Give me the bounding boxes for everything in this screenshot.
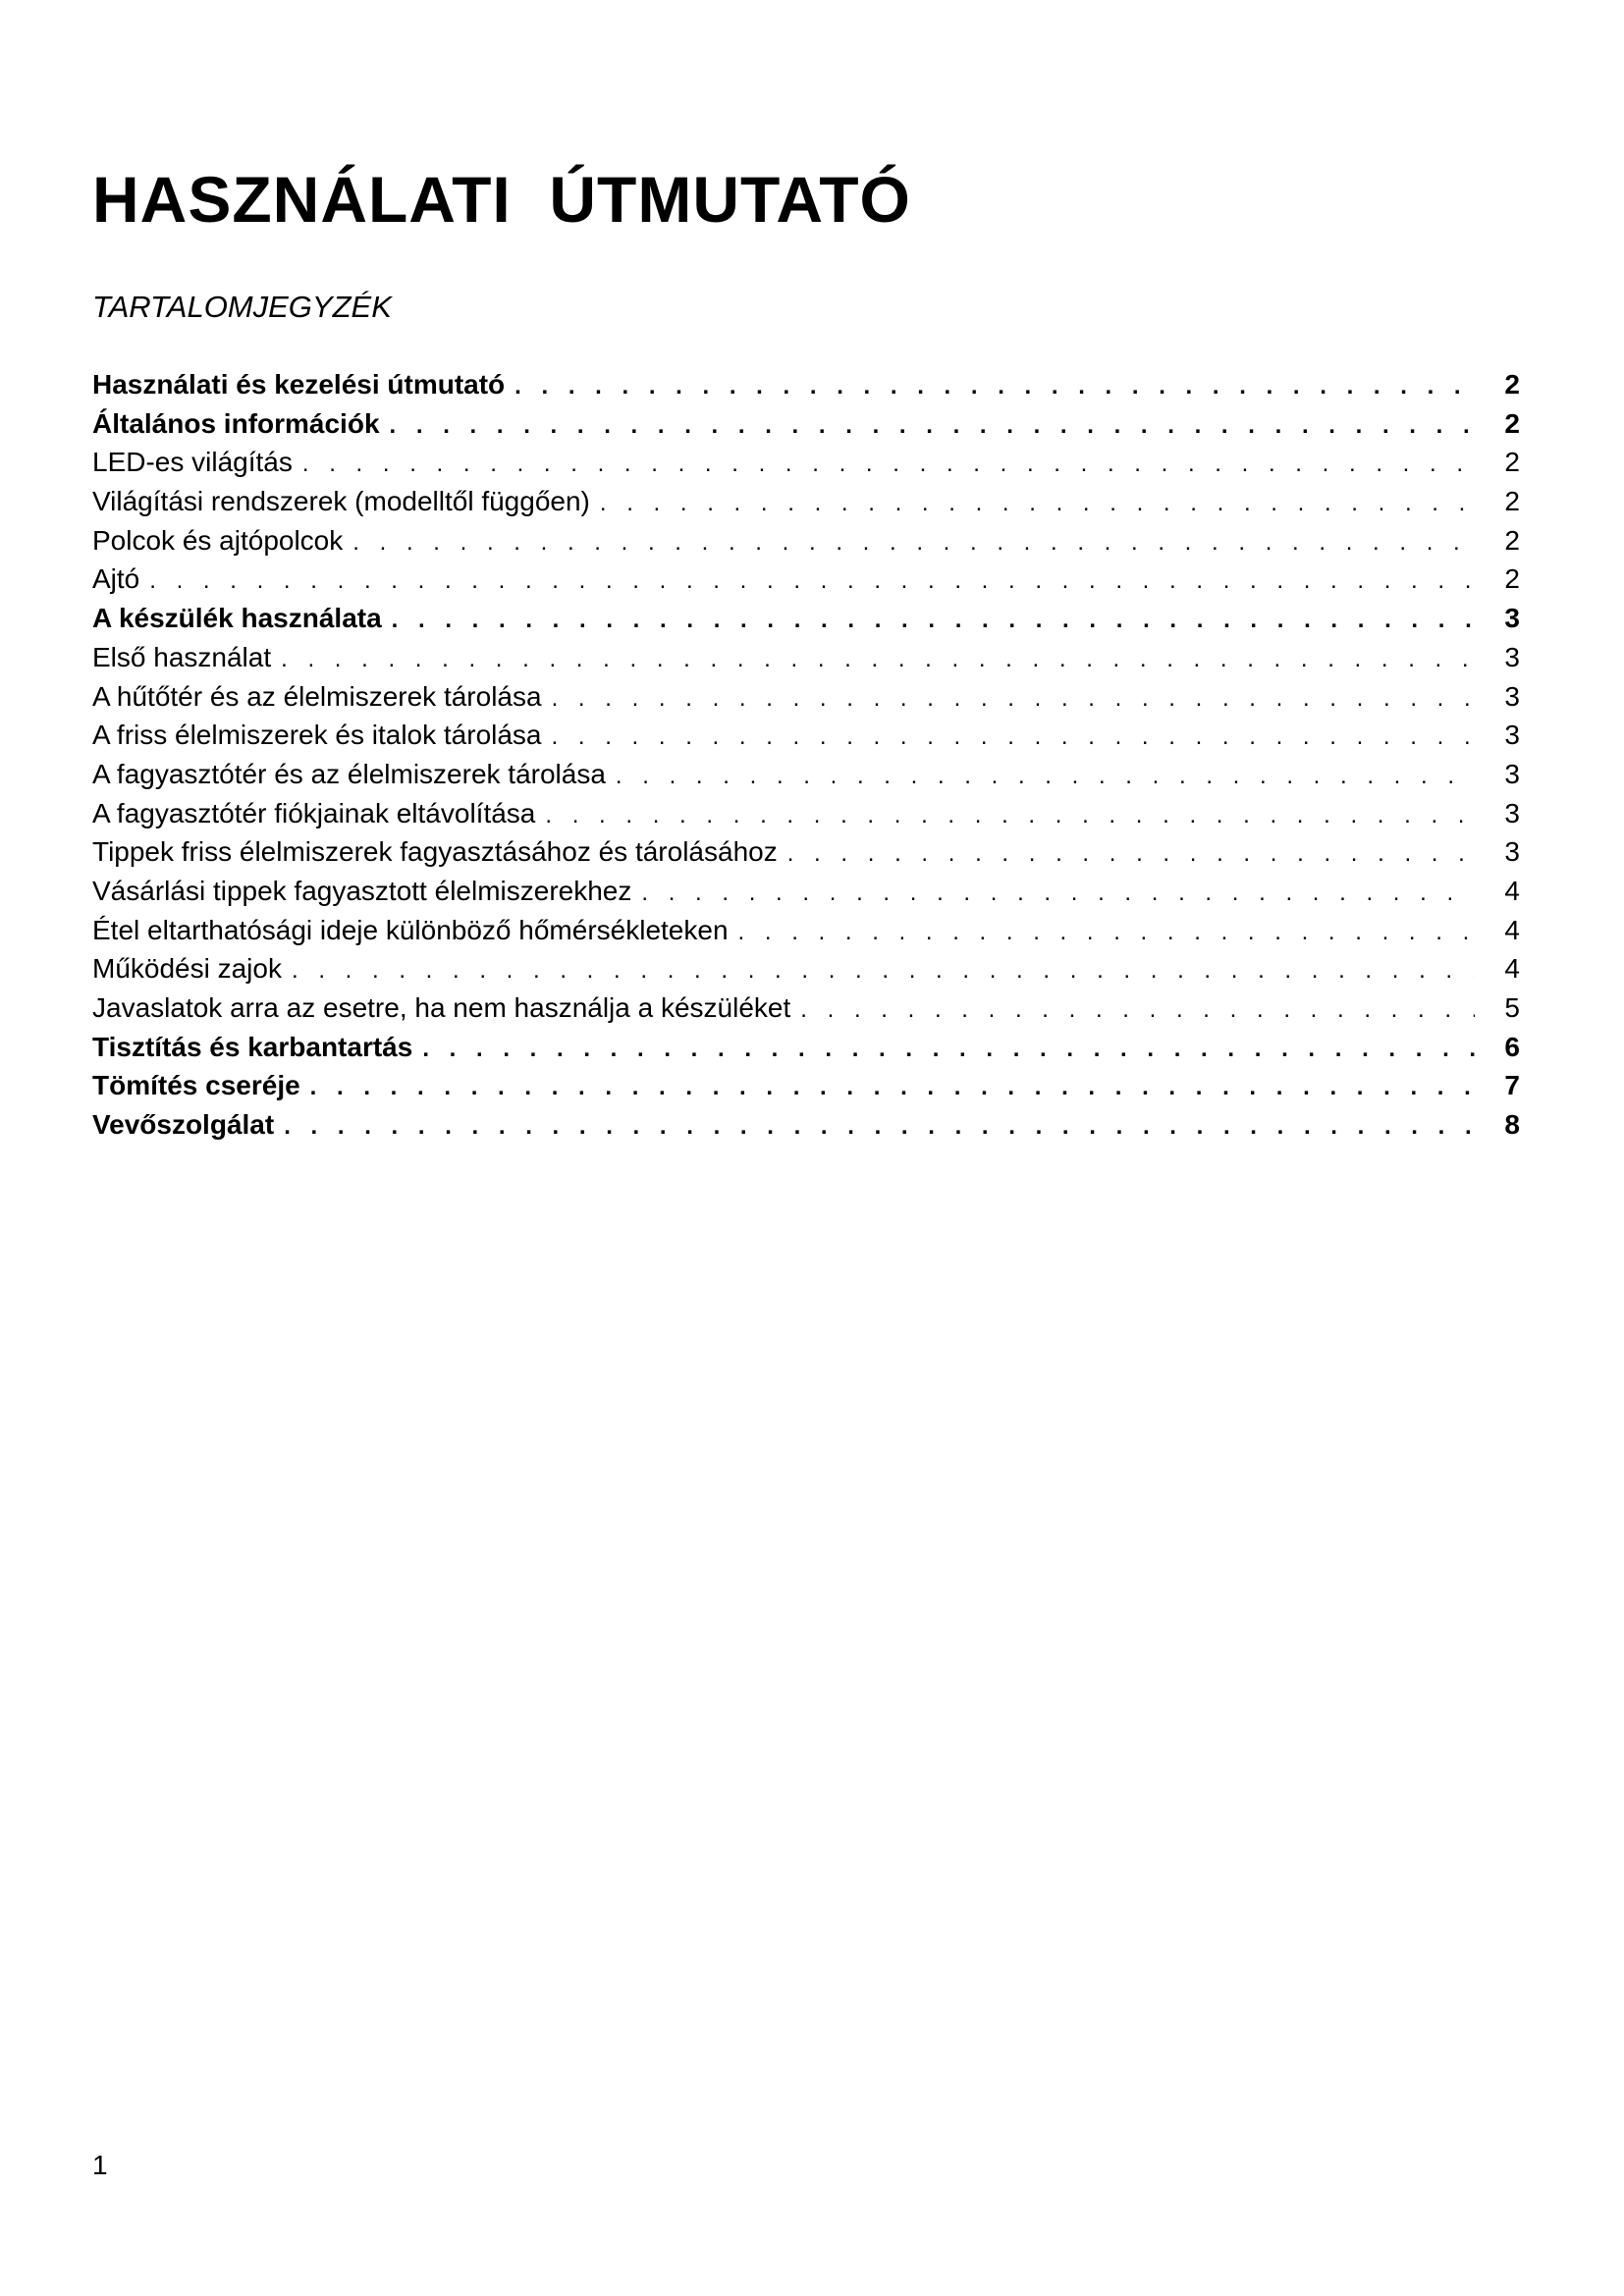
toc-entry[interactable]	[92, 1066, 1520, 1105]
toc-entry-page: 3	[1504, 603, 1520, 634]
toc-entry-page: 2	[1504, 563, 1520, 595]
toc-entry-label: Működési zajok	[92, 953, 282, 985]
toc-dot-leader	[800, 990, 1475, 1028]
toc-entry-label: Tisztítás és karbantartás	[92, 1031, 413, 1062]
toc-entry[interactable]	[92, 1105, 1520, 1145]
toc-entry-page: 8	[1504, 1109, 1520, 1141]
toc-entry-label: Polcok és ajtópolcok	[92, 524, 344, 556]
toc-dot-leader	[284, 1107, 1475, 1145]
toc-dot-leader	[600, 484, 1475, 521]
toc-entry-page: 3	[1504, 758, 1520, 789]
toc-entry[interactable]	[92, 560, 1520, 599]
toc-entry[interactable]	[92, 949, 1520, 988]
toc-dot-leader	[352, 523, 1475, 561]
toc-entry-label: Világítási rendszerek (modelltől függően)	[92, 486, 590, 517]
toc-dot-leader	[787, 834, 1475, 872]
toc-entry[interactable]	[92, 1028, 1520, 1067]
toc-dot-leader	[292, 951, 1475, 988]
toc-dot-leader	[302, 445, 1475, 482]
toc-entry-label: Étel eltarthatósági ideje különböző hőmérsékleteken	[92, 914, 729, 945]
toc-dot-leader	[616, 757, 1475, 794]
toc-dot-leader	[310, 1068, 1475, 1105]
toc-entry-page: 2	[1504, 447, 1520, 478]
toc-dot-leader	[545, 796, 1475, 833]
toc-heading: TARTALOMJEGYZÉK	[92, 290, 392, 324]
toc-entry-page: 4	[1504, 875, 1520, 906]
toc-entry-label: A hűtőtér és az élelmiszerek tárolása	[92, 680, 542, 712]
toc-entry-page: 3	[1504, 836, 1520, 868]
toc-entry-page: 3	[1504, 720, 1520, 751]
toc-entry-label: A fagyasztótér és az élelmiszerek tárolása	[92, 758, 606, 789]
toc-entry-page: 5	[1504, 992, 1520, 1023]
toc-entry-page: 3	[1504, 797, 1520, 828]
toc-entry[interactable]	[92, 521, 1520, 561]
toc-entry[interactable]	[92, 599, 1520, 638]
toc-entry[interactable]	[92, 677, 1520, 717]
toc-entry[interactable]	[92, 365, 1520, 404]
toc-entry-page: 3	[1504, 641, 1520, 672]
toc-entry-page: 6	[1504, 1031, 1520, 1062]
toc-dot-leader	[390, 406, 1475, 444]
toc-entry[interactable]	[92, 638, 1520, 677]
toc-entry-label: Vásárlási tippek fagyasztott élelmiszerekhez	[92, 875, 632, 906]
toc-dot-leader	[392, 601, 1475, 638]
toc-entry-label: Ajtó	[92, 563, 140, 595]
table-of-contents	[92, 365, 1520, 1145]
page-number: 1	[92, 2150, 108, 2180]
toc-entry[interactable]	[92, 716, 1520, 755]
toc-dot-leader	[149, 561, 1475, 599]
toc-entry-page: 4	[1504, 914, 1520, 945]
toc-entry-label: A készülék használata	[92, 603, 382, 634]
toc-entry-label: Vevőszolgálat	[92, 1109, 275, 1141]
toc-entry-label: Használati és kezelési útmutató	[92, 369, 506, 400]
toc-entry[interactable]	[92, 443, 1520, 482]
toc-entry-label: LED-es világítás	[92, 447, 293, 478]
toc-entry[interactable]	[92, 755, 1520, 794]
toc-entry-label: Első használat	[92, 641, 272, 672]
toc-entry-page: 2	[1504, 369, 1520, 400]
toc-entry[interactable]	[92, 404, 1520, 444]
toc-entry[interactable]	[92, 872, 1520, 911]
toc-entry-label: Javaslatok arra az esetre, ha nem használja a készüléket	[92, 992, 791, 1023]
toc-dot-leader	[422, 1030, 1475, 1067]
toc-entry[interactable]	[92, 911, 1520, 950]
page-title: HASZNÁLATI ÚTMUTATÓ	[92, 163, 911, 236]
toc-dot-leader	[641, 874, 1475, 911]
toc-entry-page: 7	[1504, 1070, 1520, 1101]
toc-entry-page: 3	[1504, 680, 1520, 712]
toc-entry-page: 2	[1504, 407, 1520, 439]
toc-dot-leader	[281, 640, 1475, 677]
toc-entry[interactable]	[92, 832, 1520, 872]
toc-dot-leader	[552, 718, 1475, 755]
toc-entry-label: Tippek friss élelmiszerek fagyasztásához és tárolásához	[92, 836, 778, 868]
toc-entry-page: 2	[1504, 524, 1520, 556]
toc-dot-leader	[552, 679, 1475, 717]
toc-entry-label: Tömítés cseréje	[92, 1070, 300, 1101]
toc-entry-label: A friss élelmiszerek és italok tárolása	[92, 720, 542, 751]
toc-entry-page: 2	[1504, 486, 1520, 517]
toc-entry-page: 4	[1504, 953, 1520, 985]
toc-dot-leader	[738, 913, 1475, 950]
toc-entry-label: A fagyasztótér fiókjainak eltávolítása	[92, 797, 536, 828]
toc-entry[interactable]	[92, 794, 1520, 833]
toc-entry-label: Általános információk	[92, 407, 380, 439]
toc-entry[interactable]	[92, 482, 1520, 521]
toc-dot-leader	[514, 367, 1475, 404]
toc-entry[interactable]	[92, 988, 1520, 1028]
